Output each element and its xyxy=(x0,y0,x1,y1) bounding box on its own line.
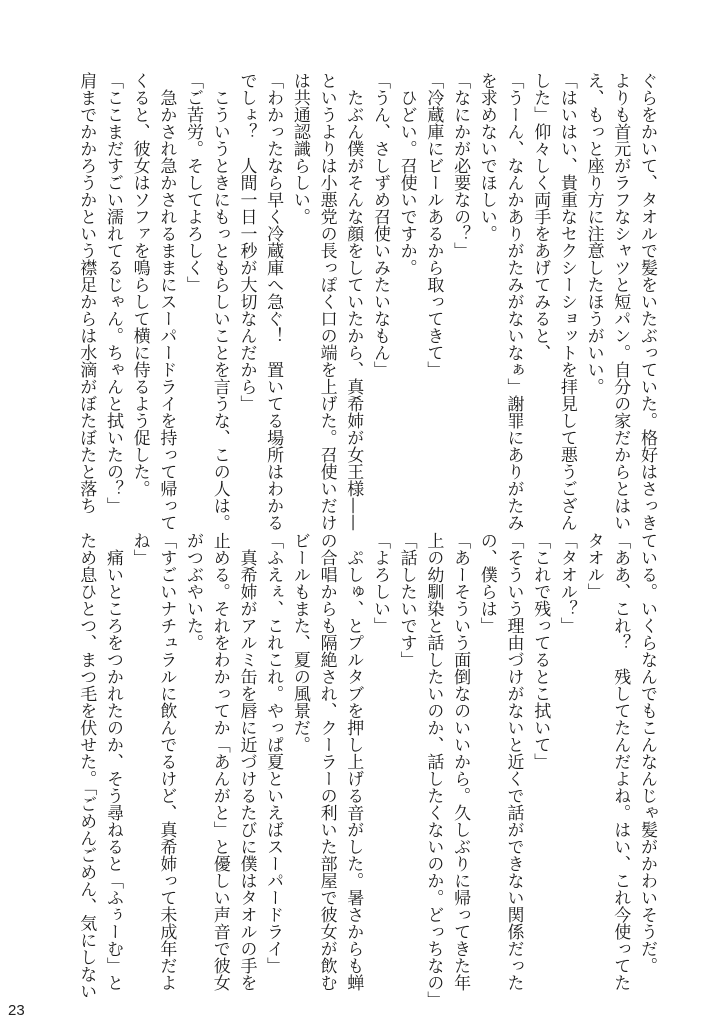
text-line: たぶん僕がそんな顔をしていたから、真希姉が女王様—— xyxy=(343,72,364,531)
text-line: ている。いくらなんでもこんなんじゃ髪がかわいそうだ。 xyxy=(637,532,657,974)
text-line: 「これで残ってるとこ拭いて」 xyxy=(530,532,551,770)
text-line: え、もっと座り方に注意したほうがいい。 xyxy=(583,72,604,395)
text-line: 「なにかが必要なの？」 xyxy=(450,72,471,259)
text-block-top xyxy=(70,72,660,531)
text-line: というよりは小悪党の長っぽく口の端を上げた。召使いだけ xyxy=(316,72,337,531)
text-line: 「冷蔵庫にビールあるから取ってきて」 xyxy=(423,72,444,378)
text-line: 「話したいです」 xyxy=(396,532,417,668)
text-line: 「そういう理由づけがないと近くで話ができない関係だった xyxy=(503,532,524,991)
text-line: 急かされ急かされるままにスーパードライを持って帰って xyxy=(156,72,177,531)
text-line: 「うん、さしずめ召使いみたいなもん」 xyxy=(369,72,390,378)
text-line: 「よろしい」 xyxy=(369,532,390,634)
text-line: 「ああ、これ？ 残してたんだよね。はい、これ今使ってた xyxy=(610,532,631,991)
text-line: した」仰々しく両手をあげてみると、 xyxy=(530,72,551,361)
text-line: 「すごいナチュラルに飲んでるけど、真希姉って未成年だよ xyxy=(156,532,177,991)
text-line: 「ご苦労。そしてよろしく」 xyxy=(183,72,204,293)
text-line: ため息ひとつ、まつ毛を伏せた。「ごめんごめん、気にしない xyxy=(76,532,97,1000)
text-line: 「ふえぇ、これこれ。やっぱ夏といえばスーパードライ」 xyxy=(263,532,284,974)
page-number: 23 xyxy=(8,1002,25,1019)
text-line: 止める。それをわかってか「あんがと」と優しい声音で彼女 xyxy=(209,532,230,991)
text-line: の合唱からも隔絶され、クーラーの利いた部屋で彼女が飲む xyxy=(316,532,337,991)
text-line: こういうときにもっともらしいことを言うな、この人は。 xyxy=(209,72,230,531)
text-line: 「うーん、なんかありがたみがないなぁ」謝罪にありがたみ xyxy=(503,72,524,531)
text-line: ビールもまた、夏の風景だ。 xyxy=(289,532,310,753)
text-line: 「ここまだすごい濡れてるじゃん。ちゃんと拭いたの？」 xyxy=(102,72,123,514)
text-block-bottom xyxy=(70,532,660,1008)
text-line: でしょ？ 人間一日一秒が大切なんだから」 xyxy=(236,72,257,412)
text-line: ぷしゅ、とプルタブを押し上げる音がした。暑さからも蝉 xyxy=(343,532,364,991)
text-line: 肩までかかろうかという襟足からは水滴がぼたぼたと落ち xyxy=(76,72,97,514)
text-line: くると、彼女はソファを鳴らして横に侍るよう促した。 xyxy=(129,72,150,497)
text-line: 「はいはい、貴重なセクシーショットを拝見して悪うござん xyxy=(556,72,577,531)
text-line: を求めないでほしい。 xyxy=(476,72,497,242)
text-line: 「わかったなら早く冷蔵庫へ急ぐ！ 置いてる場所はわかる xyxy=(263,72,284,531)
text-line: ね」 xyxy=(129,532,150,566)
text-line: ひどい。召使いですか。 xyxy=(396,72,417,276)
text-line: 上の幼馴染と話したいのか、話したくないのか。どっちなの」 xyxy=(423,532,444,1008)
text-line: タオル」 xyxy=(583,532,604,600)
text-line: よりも首元がラフなシャツと短パン。自分の家だからとはい xyxy=(610,72,631,531)
text-line: 真希姉がアルミ缶を唇に近づけるたびに僕はタオルの手を xyxy=(236,532,257,991)
text-line: 「タオル？」 xyxy=(556,532,577,634)
text-line: がつぶやいた。 xyxy=(183,532,204,651)
text-line: 「あーそういう面倒なのいいから。久しぶりに帰ってきた年 xyxy=(450,532,471,991)
text-line: の、僕らは」 xyxy=(476,532,497,634)
text-line: は共通認識らしい。 xyxy=(289,72,310,225)
text-line: 痛いところをつかれたのか、そう尋ねると「ふぅーむ」と xyxy=(102,532,123,991)
text-line: ぐらをかいて、タオルで髪をいたぶっていた。格好はさっき xyxy=(637,72,657,531)
